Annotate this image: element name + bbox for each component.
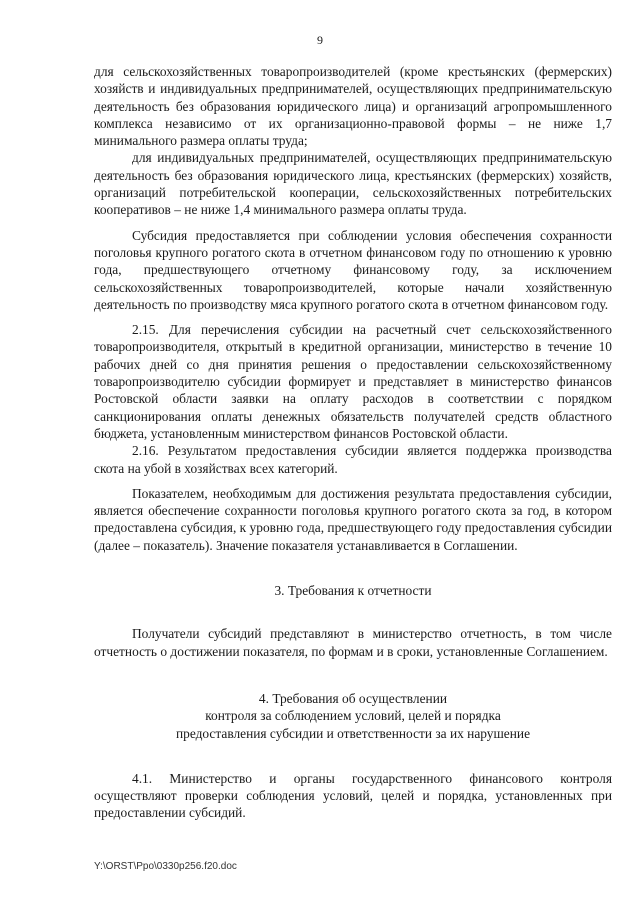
- file-path-footer: Y:\ORST\Ppo\0330p256.f20.doc: [94, 861, 237, 872]
- paragraph: для индивидуальных предпринимателей, осуществляющих предпринимательскую деятельность без образования юридического лица, крестьянских (фермерских) хозяйств, организаций потребительской кооперации, сельскохозяйственных потребительских кооперативов – не ниже 1,4 минимального размера оплаты труда.: [94, 150, 612, 218]
- section-heading-line: предоставления субсидии и ответственности за их нарушение: [175, 725, 531, 741]
- section-heading: [94, 582, 612, 599]
- paragraph: Получатели субсидий представляют в министерство отчетность, в том числе отчетность о достижении показателя, по формам и в сроки, установленные Соглашением.: [94, 626, 612, 659]
- paragraph: для сельскохозяйственных товаропроизводителей (кроме крестьянских (фермерских) хозяйств и индивидуальных предпринимателей, осуществляющих предпринимательскую деятельность без образования юридического лица) и организаций агропромышленного комплекса независимо от их организационно-правовой формы – не ниже 1,7 минимального размера оплаты труда;: [94, 64, 612, 149]
- paragraph: 2.16. Результатом предоставления субсидии является поддержка производства скота на убой в хозяйствах всех категорий.: [94, 443, 612, 476]
- paragraph: 4.1. Министерство и органы государственного финансового контроля осуществляют проверки соблюдения условий, целей и порядка, установленных при предоставлении субсидий.: [94, 770, 612, 821]
- paragraph: Показателем, необходимым для достижения результата предоставления субсидии, является обеспечение сохранности поголовья крупного рогатого скота за год, в котором предоставлена субсидия, к уровню года, предшествующего году предоставления субсидии (далее – показатель). Значение показателя устанавливается в Соглашении.: [94, 485, 612, 553]
- section-heading-line: контроля за соблюдением условий, целей и порядка: [205, 708, 501, 724]
- paragraph: Субсидия предоставляется при соблюдении условия обеспечения сохранности поголовья крупного рогатого скота в отчетном финансовом году по отношению к уровню года, предшествующего отчетному финансовому году, за исключением сельскохозяйственных товаропроизводителей, которые начали хозяйственную деятельность по производству мяса крупного рогатого скота в отчетном финансовом году.: [94, 227, 612, 312]
- section-heading: [94, 690, 612, 742]
- section-heading-line: 4. Требования об осуществлении: [258, 690, 448, 706]
- section-heading-line: 3. Требования к отчетности: [274, 583, 432, 599]
- document-body: [94, 63, 612, 822]
- paragraph: 2.15. Для перечисления субсидии на расчетный счет сельскохозяйственного товаропроизводителя, открытый в кредитной организации, министерство в течение 10 рабочих дней со дня принятия решения о предоставлении сельскохозяйственному товаропроизводителю субсидии формирует и представляет в министерство финансов Ростовской области заявки на оплату расходов в соответствии с порядком санкционирования оплаты денежных обязательств получателей средств областного бюджета, установленным министерством финансов Ростовской области.: [94, 322, 612, 441]
- page-number: 9: [317, 33, 323, 47]
